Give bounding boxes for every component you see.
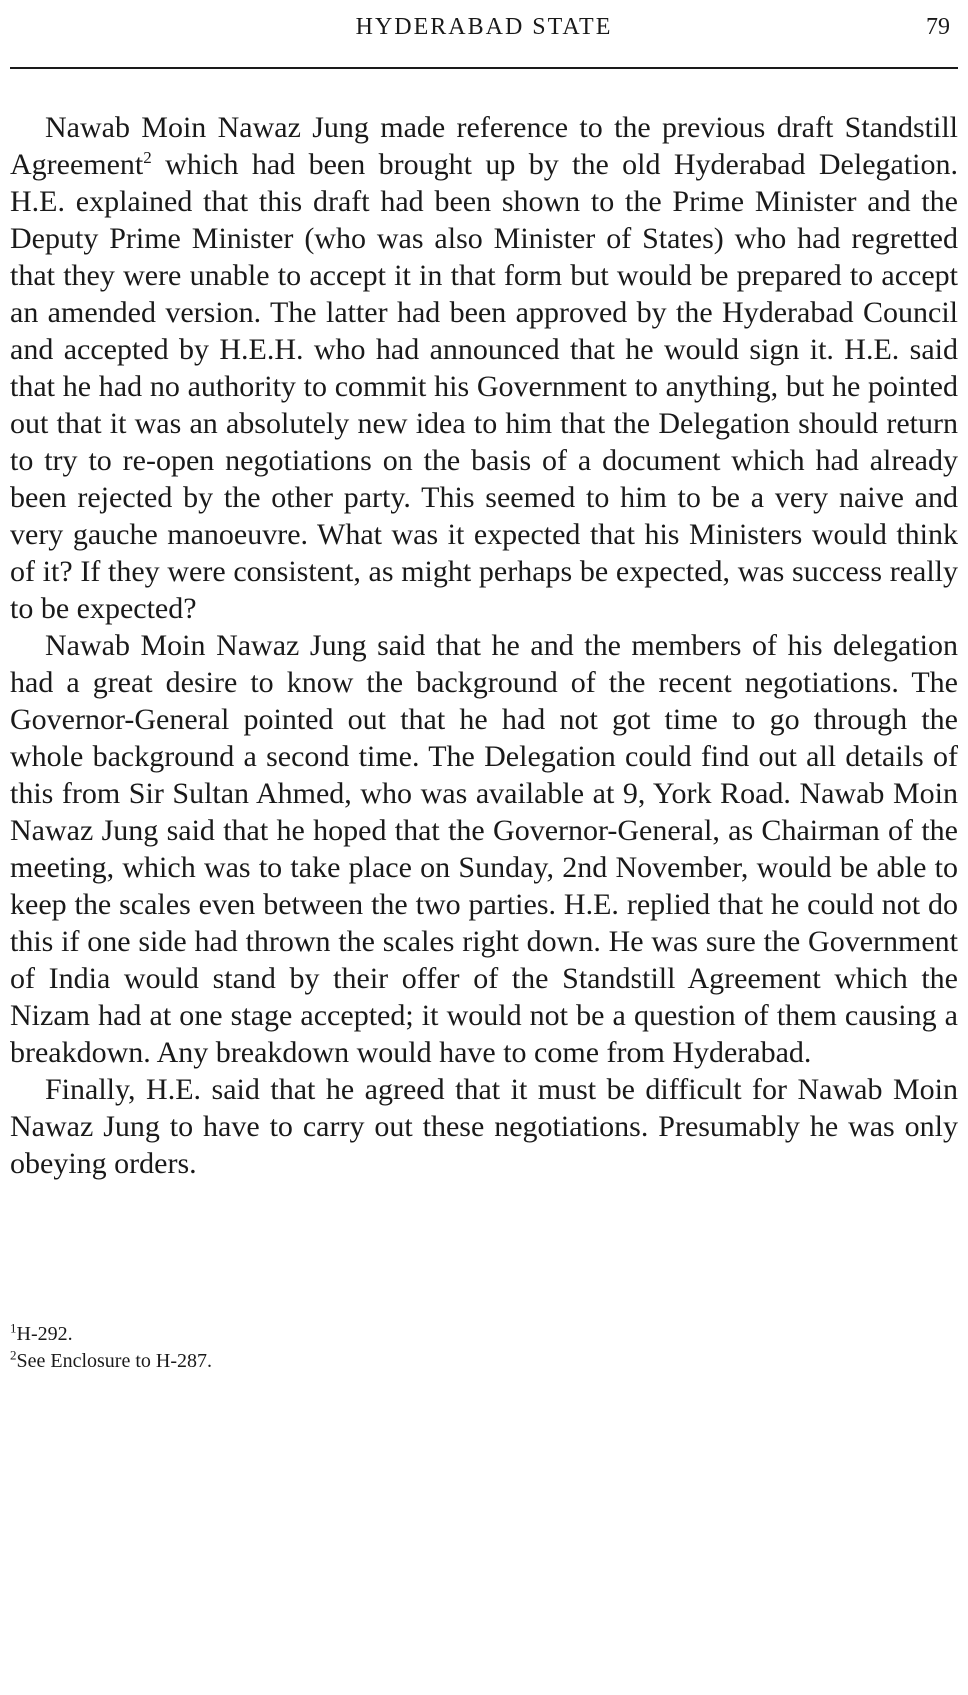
footnotes bbox=[10, 1321, 958, 1375]
paragraph-1-text-start: Nawab Moin Nawaz Jung made reference to the previous draft Standstill Agreement bbox=[10, 111, 958, 181]
page-number: 79 bbox=[926, 14, 950, 40]
running-title: HYDERABAD STATE bbox=[355, 14, 613, 40]
footnote-marker-1: 1 bbox=[10, 1320, 17, 1336]
footnote-2-text: See Enclosure to H-287. bbox=[16, 1350, 213, 1372]
paragraph-2: Nawab Moin Nawaz Jung said that he and the members of his delegation had a great desire to know the background of the recent negotiations. The Governor-General pointed out that he had not got time to go through the whole background a second time. The Delegation could find out all details of this from Sir Sultan Ahmed, who was available at 9, York Road. Nawab Moin Nawaz Jung said that he hoped that the Governor-General, as Chairman of the meeting, which was to take place on Sunday, 2nd November, would be able to keep the scales even between the two parties. H.E. replied that he could not do this if one side had thrown the scales right down. He was sure the Government of India would stand by their offer of the Standstill Agreement which the Nizam had at one stage accepted; it would not be a question of them causing a breakdown. Any breakdown would have to come from Hyderabad. bbox=[10, 629, 958, 1069]
body-text bbox=[10, 109, 958, 1182]
footnote-marker-2: 2 bbox=[10, 1347, 17, 1363]
footnote-1-text: H-292. bbox=[16, 1323, 73, 1345]
footnote-2 bbox=[10, 1348, 958, 1375]
footnote-ref-2: 2 bbox=[143, 148, 152, 167]
footnote-1 bbox=[10, 1321, 958, 1348]
running-head bbox=[10, 10, 958, 44]
paragraph-1 bbox=[10, 109, 958, 627]
header-rule bbox=[10, 67, 958, 69]
paragraph-1-text-rest: which had been brought up by the old Hyderabad Delegation. H.E. explained that this draft had been shown to the Prime Minister and the Deputy Prime Minister (who was also Minister of States) who had regretted that they were unable to accept it in that form but would be prepared to accept an amended version. The latter had been approved by the Hyderabad Council and accepted by H.E.H. who had announced that he would sign it. H.E. said that he had no authority to commit his Government to anything, but he pointed out that it was an absolutely new idea to him that the Delegation should return to try to re-open negotiations on the basis of a document which had already been rejected by the other party. This seemed to him to be a very naive and very gauche manoeuvre. What was it expected that his Ministers would think of it? If they were consistent, as might perhaps be expected, was success really to be expected? bbox=[10, 148, 958, 625]
paragraph-3: Finally, H.E. said that he agreed that it must be difficult for Nawab Moin Nawaz Jung to have to carry out these negotiations. Presumably he was only obeying orders. bbox=[10, 1073, 958, 1180]
